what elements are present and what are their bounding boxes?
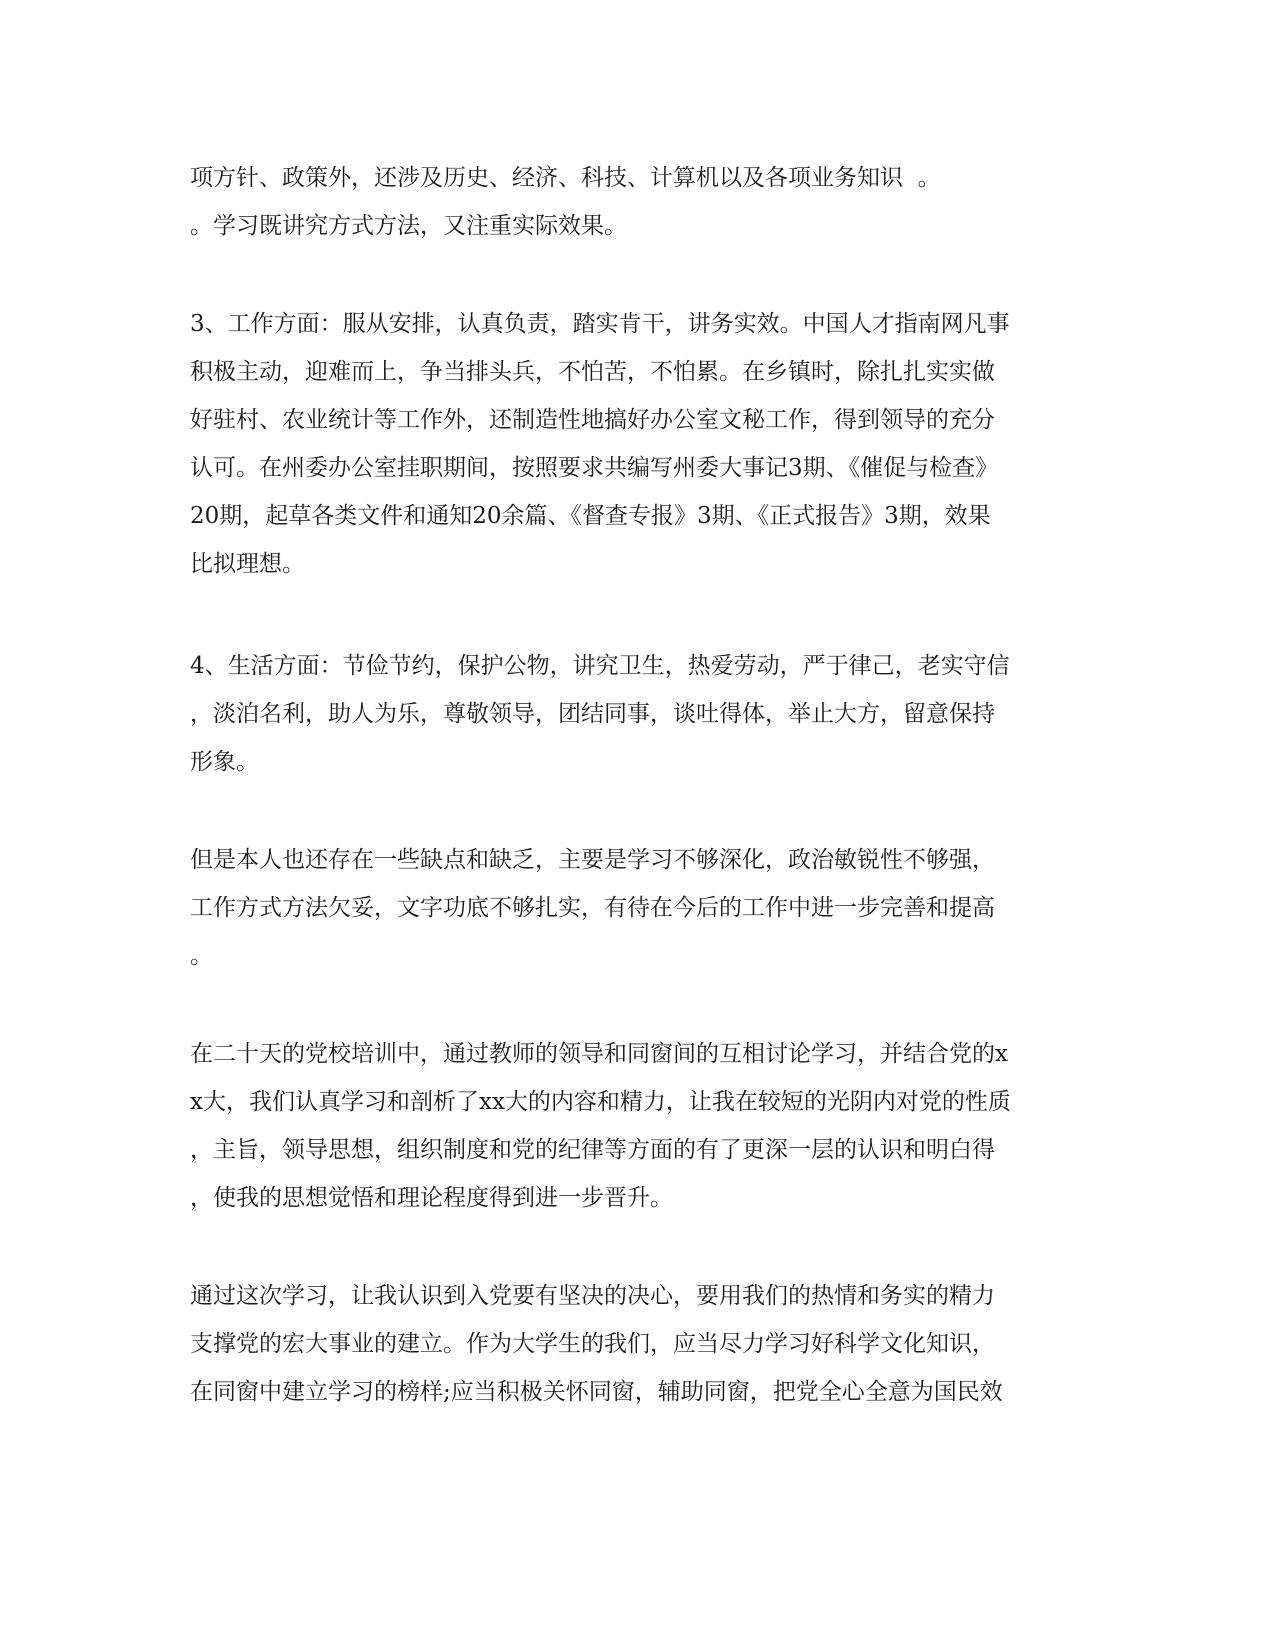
- text-line: 3、工作方面：服从安排，认真负责，踏实肯干，讲务实效。中国人才指南网凡事: [190, 311, 1010, 337]
- text-line: 通过这次学习，让我认识到入党要有坚决的决心，要用我们的热情和务实的精力: [190, 1283, 995, 1309]
- text-line: 认可。在州委办公室挂职期间，按照要求共编写州委大事记3期、《催促与检查》: [190, 455, 999, 481]
- text-line: 积极主动，迎难而上，争当排头兵，不怕苦，不怕累。在乡镇时，除扎扎实实做: [190, 359, 995, 385]
- paragraph-reflection: [190, 1272, 1090, 1416]
- text-line: 工作方式方法欠妥，文字功底不够扎实，有待在今后的工作中进一步完善和提高: [190, 895, 995, 921]
- text-line: ，主旨，领导思想，组织制度和党的纪律等方面的有了更深一层的认识和明白得: [190, 1137, 995, 1163]
- paragraph-life: [190, 642, 1090, 786]
- text-line: 比拟理想。: [190, 551, 305, 577]
- text-line: 在同窗中建立学习的榜样;应当积极关怀同窗，辅助同窗，把党全心全意为国民效: [190, 1379, 1003, 1405]
- text-line: 项方针、政策外，还涉及历史、经济、科技、计算机以及各项业务知识 。: [190, 165, 941, 191]
- text-line: ，使我的思想觉悟和理论程度得到进一步晋升。: [190, 1185, 673, 1211]
- text-line: ，淡泊名利，助人为乐，尊敬领导，团结同事，谈吐得体，举止大方，留意保持: [190, 701, 995, 727]
- paragraph-shortcomings: [190, 836, 1090, 980]
- paragraph-party-training: [190, 1030, 1090, 1222]
- text-line: 20期，起草各类文件和通知20余篇、《督查专报》3期、《正式报告》3期，效果: [190, 503, 991, 529]
- text-line: 4、生活方面：节俭节约，保护公物，讲究卫生，热爱劳动，严于律己，老实守信: [190, 653, 1010, 679]
- text-line: 形象。: [190, 749, 259, 775]
- text-line: 但是本人也还存在一些缺点和缺乏，主要是学习不够深化，政治敏锐性不够强，: [190, 847, 995, 873]
- paragraph-work: [190, 300, 1090, 588]
- text-line: x大，我们认真学习和剖析了xx大的内容和精力，让我在较短的光阴内对党的性质: [190, 1089, 1011, 1115]
- text-line: 。学习既讲究方式方法，又注重实际效果。: [190, 213, 627, 239]
- text-line: 好驻村、农业统计等工作外，还制造性地搞好办公室文秘工作，得到领导的充分: [190, 407, 995, 433]
- text-line: 在二十天的党校培训中，通过教师的领导和同窗间的互相讨论学习，并结合党的x: [190, 1041, 1008, 1067]
- text-line: 支撑党的宏大事业的建立。作为大学生的我们，应当尽力学习好科学文化知识，: [190, 1331, 995, 1357]
- paragraph-study-continued: [190, 154, 1090, 250]
- text-line: 。: [190, 943, 213, 969]
